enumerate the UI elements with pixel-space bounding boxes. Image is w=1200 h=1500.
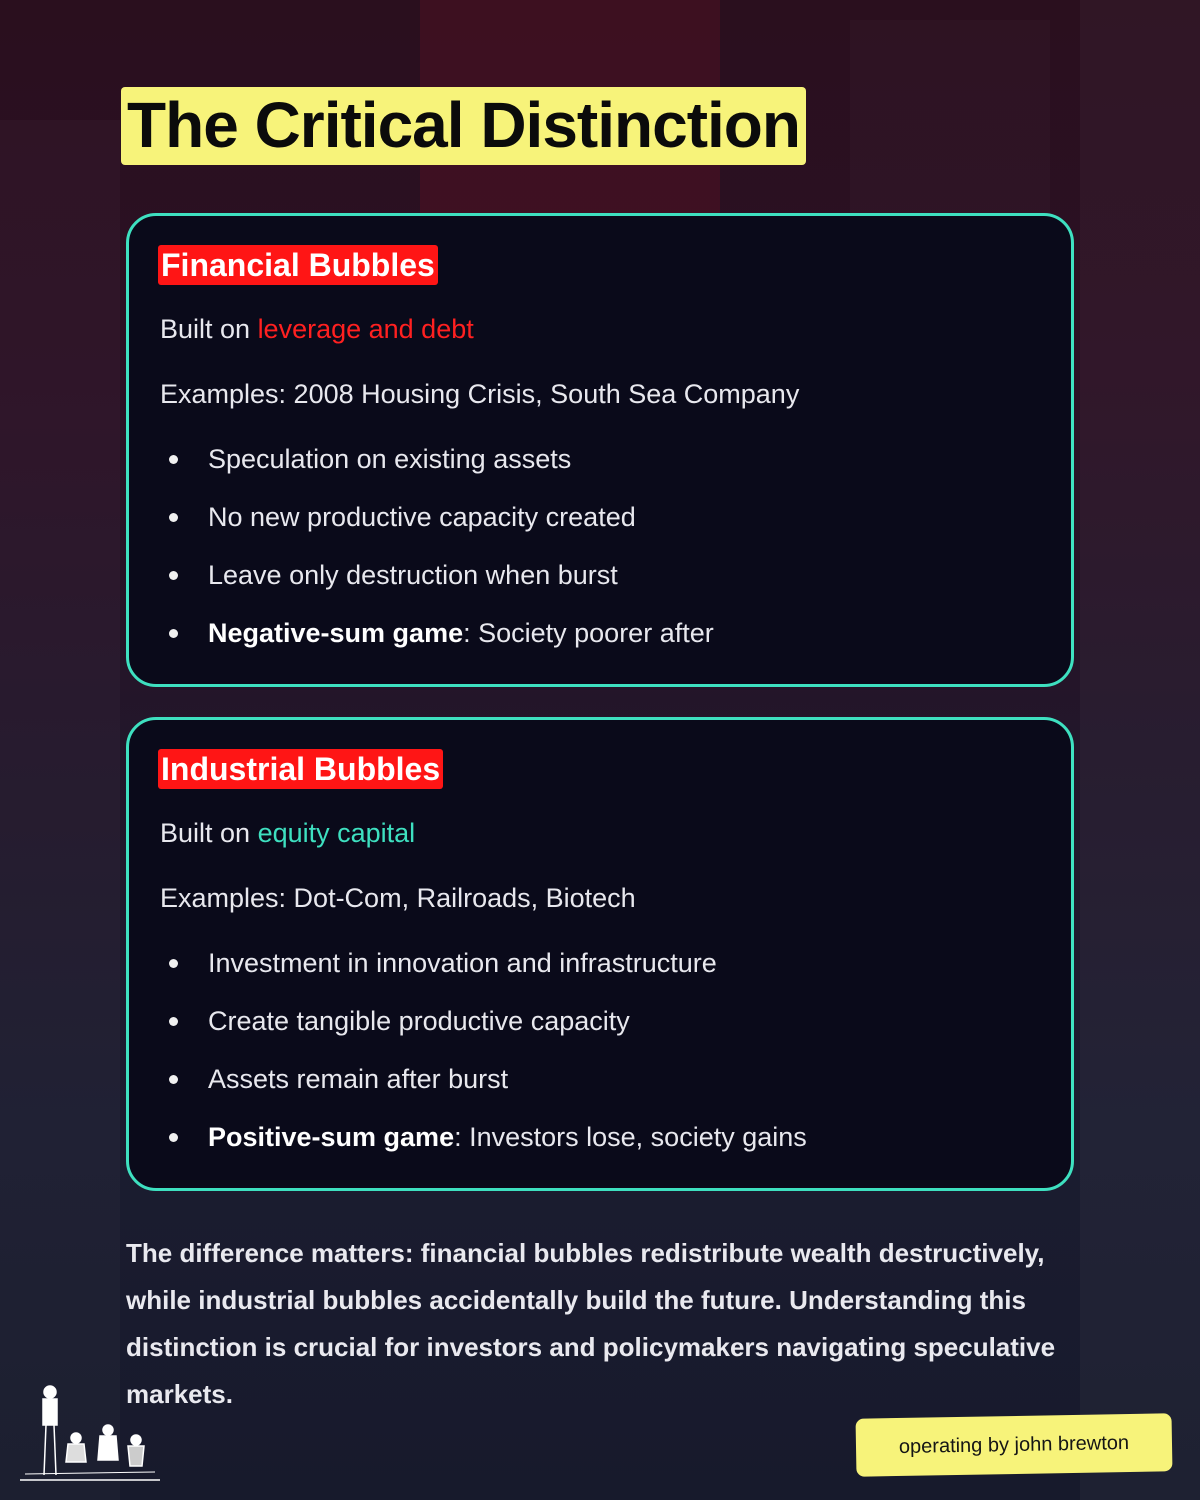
list-item bbox=[160, 616, 1040, 674]
financial-bubbles-card bbox=[126, 213, 1074, 687]
industrial-bubbles-card bbox=[126, 717, 1074, 1191]
card-heading: Industrial Bubbles bbox=[158, 749, 443, 789]
list-item bbox=[160, 946, 1040, 1004]
card-examples: Examples: 2008 Housing Crisis, South Sea Company bbox=[160, 379, 800, 409]
bullet-icon bbox=[169, 571, 178, 580]
list-item-text: : Investors lose, society gains bbox=[454, 1122, 807, 1152]
bullet-icon bbox=[169, 629, 178, 638]
list-item bbox=[160, 1062, 1040, 1120]
list-item-bold: Negative-sum game bbox=[208, 618, 464, 648]
bullet-icon bbox=[169, 455, 178, 464]
list-item-text: No new productive capacity created bbox=[208, 502, 636, 532]
card-bullet-list bbox=[160, 946, 1040, 1178]
list-item-text: Assets remain after burst bbox=[208, 1064, 509, 1094]
list-item bbox=[160, 442, 1040, 500]
card-built-on bbox=[160, 816, 415, 850]
title-highlight bbox=[121, 87, 806, 165]
bullet-icon bbox=[169, 513, 178, 522]
bullet-icon bbox=[169, 1017, 178, 1026]
list-item bbox=[160, 500, 1040, 558]
footer-badge bbox=[856, 1413, 1173, 1477]
background-building-right bbox=[1080, 0, 1200, 1500]
built-prefix: Built on bbox=[160, 818, 258, 848]
background-building-left bbox=[0, 120, 120, 1500]
list-item-text: Investment in innovation and infrastructure bbox=[208, 948, 717, 978]
card-bullet-list bbox=[160, 442, 1040, 674]
bullet-icon bbox=[169, 1133, 178, 1142]
page-title: The Critical Distinction bbox=[127, 89, 800, 161]
people-sketch-illustration bbox=[10, 1380, 170, 1490]
list-item bbox=[160, 558, 1040, 616]
list-item-text: Create tangible productive capacity bbox=[208, 1006, 630, 1036]
bullet-icon bbox=[169, 959, 178, 968]
card-examples: Examples: Dot-Com, Railroads, Biotech bbox=[160, 883, 636, 913]
list-item-text: Speculation on existing assets bbox=[208, 444, 572, 474]
list-item-text: : Society poorer after bbox=[463, 618, 714, 648]
bullet-icon bbox=[169, 1075, 178, 1084]
built-prefix: Built on bbox=[160, 314, 258, 344]
list-item bbox=[160, 1004, 1040, 1062]
card-heading: Financial Bubbles bbox=[158, 245, 438, 285]
list-item-bold: Positive-sum game bbox=[208, 1122, 455, 1152]
built-highlight: leverage and debt bbox=[257, 314, 474, 344]
summary-paragraph: The difference matters: financial bubbles redistribute wealth destructively, while industrial bubbles accidentally build the future. Understanding this distinction is crucial for investors and policymakers navigating speculative markets. bbox=[126, 1238, 1056, 1409]
footer-text: operating by john brewton bbox=[898, 1431, 1130, 1458]
built-highlight: equity capital bbox=[257, 818, 416, 848]
list-item bbox=[160, 1120, 1040, 1178]
card-built-on bbox=[160, 312, 474, 346]
list-item-text: Leave only destruction when burst bbox=[208, 560, 618, 590]
